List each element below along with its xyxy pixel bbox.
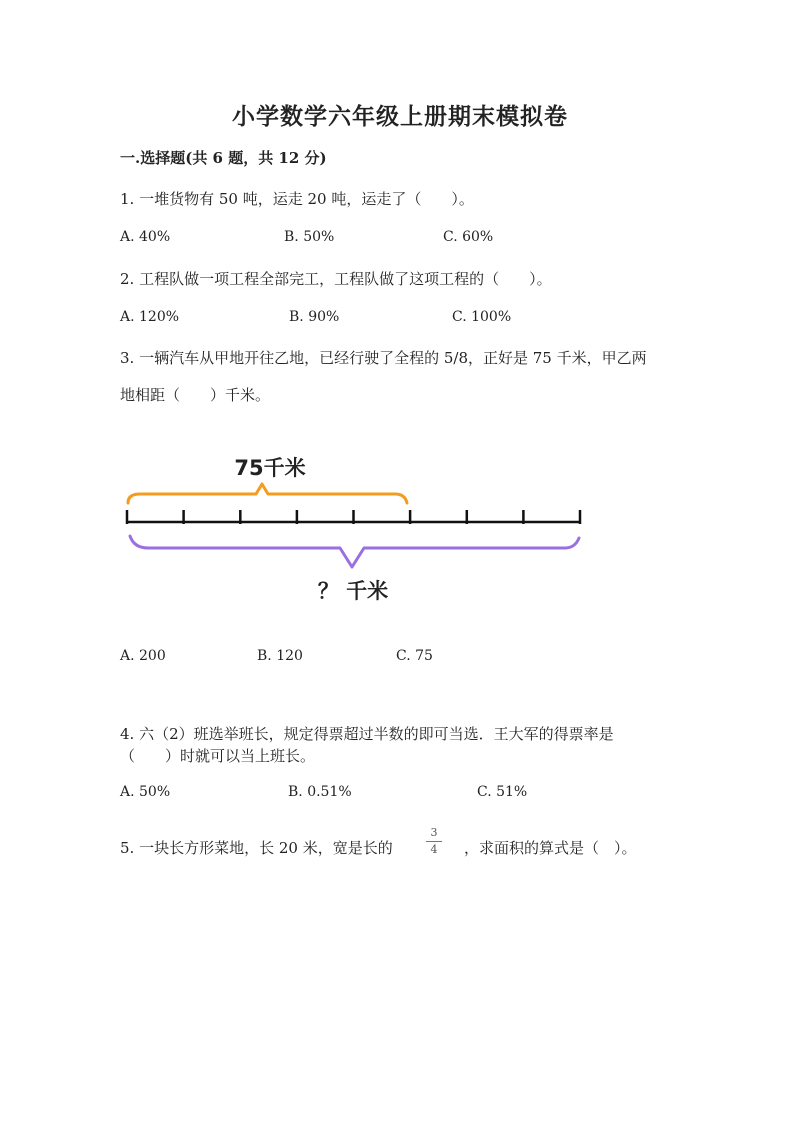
question-3-option-a: A. 200	[120, 648, 166, 664]
fraction-denominator: 4	[430, 843, 438, 856]
section-heading: 一.选择题(共 6 题，共 12 分)	[120, 149, 327, 167]
question-2: 2. 工程队做一项工程全部完工，工程队做了这项工程的（ ）。	[120, 270, 552, 288]
fraction-bar	[426, 841, 442, 842]
fraction-three-quarters	[426, 826, 442, 857]
segment-diagram	[110, 440, 600, 615]
question-4-option-b: B. 0.51%	[288, 784, 352, 800]
question-4-option-c: C. 51%	[477, 784, 528, 800]
question-3-line-1: 3. 一辆汽车从甲地开往乙地，已经行驶了全程的 5/8，正好是 75 千米，甲乙两	[120, 349, 647, 367]
question-3-line-2: 地相距（ ）千米。	[120, 386, 271, 404]
question-3-option-c: C. 75	[396, 648, 433, 664]
question-4-option-a: A. 50%	[120, 784, 171, 800]
top-brace	[128, 484, 407, 503]
page-title: 小学数学六年级上册期末模拟卷	[232, 103, 568, 130]
question-3-option-b: B. 120	[257, 648, 303, 664]
question-1-option-c: C. 60%	[443, 229, 494, 245]
fraction-numerator: 3	[430, 826, 438, 839]
question-5-text-before: 5. 一块长方形菜地，长 20 米，宽是长的	[120, 839, 393, 857]
top-distance-label: 75千米	[234, 456, 306, 480]
question-4-line-1: 4. 六（2）班选举班长，规定得票超过半数的即可当选．王大军的得票率是	[120, 725, 614, 743]
question-2-option-b: B. 90%	[289, 309, 340, 325]
question-1: 1. 一堆货物有 50 吨，运走 20 吨，运走了（ ）。	[120, 190, 474, 208]
question-1-option-b: B. 50%	[284, 229, 335, 245]
question-2-option-c: C. 100%	[452, 309, 512, 325]
question-5-text-after: ，求面积的算式是（ ）。	[464, 839, 637, 857]
question-1-option-a: A. 40%	[120, 229, 171, 245]
question-2-option-a: A. 120%	[120, 309, 180, 325]
bottom-distance-label: ？ 千米	[317, 579, 389, 603]
bottom-brace	[130, 536, 579, 567]
question-4-line-2: （ ）时就可以当上班长。	[120, 747, 316, 765]
